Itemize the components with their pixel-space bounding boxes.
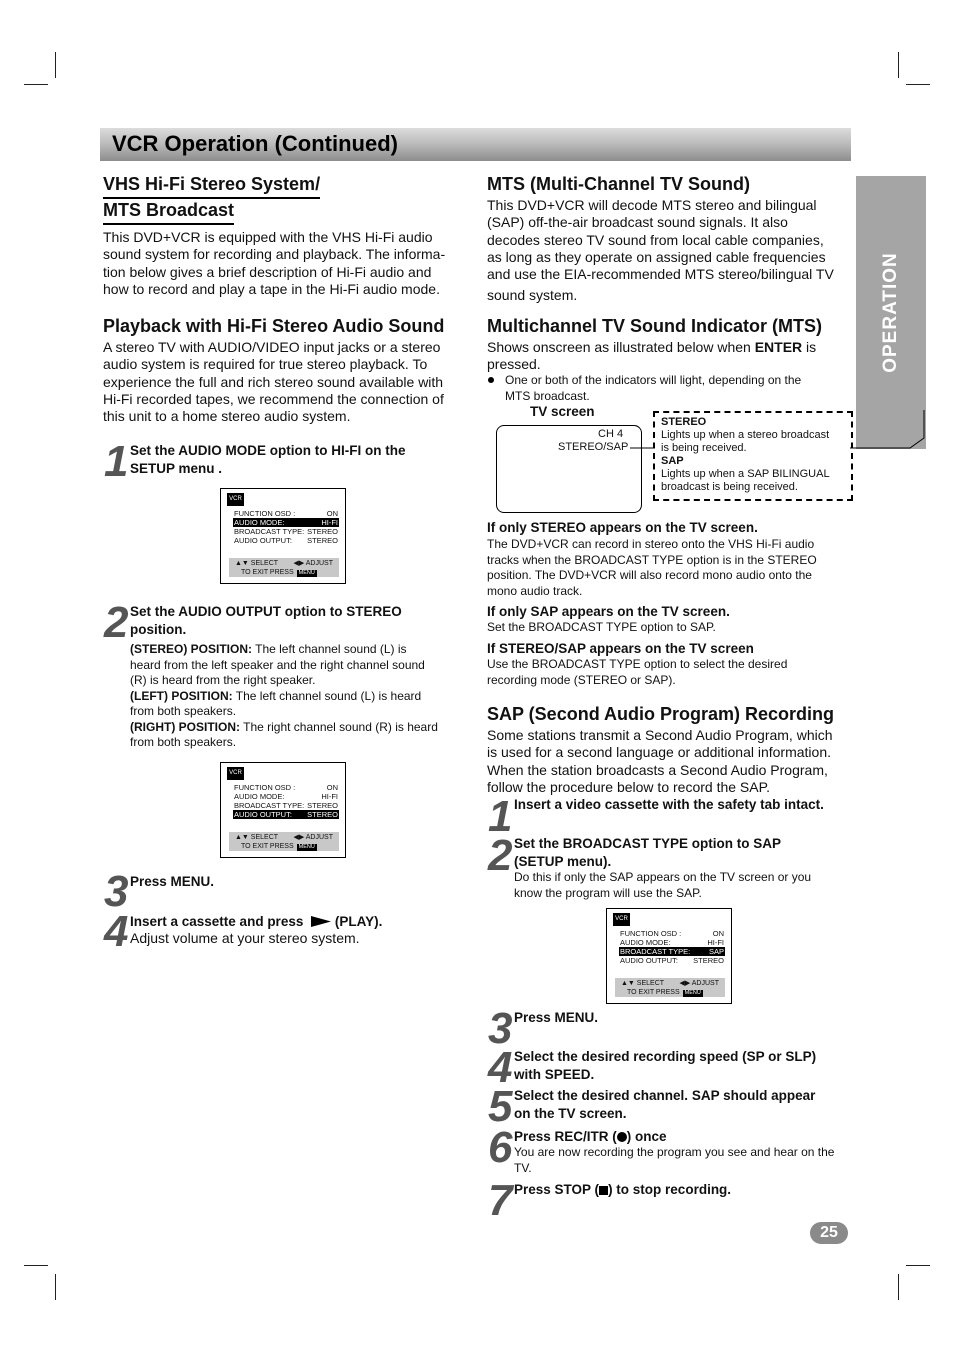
section-side-tab	[856, 176, 926, 449]
setup-menu-osd: VCR FUNCTION OSD : ON AUDIO MODE: HI-FI BROADCAST TYPE: STEREO AUDIO OUTPUT: STEREO ▲▼ SELECT ◀▶ ADJUST TO EXIT PRESS MENU	[220, 488, 346, 584]
setup-menu-osd: VCR FUNCTION OSD : ON AUDIO MODE: HI-FI BROADCAST TYPE: STEREO AUDIO OUTPUT: STEREO ▲▼ SELECT ◀▶ ADJUST TO EXIT PRESS MENU	[220, 762, 346, 858]
crop-mark	[55, 52, 56, 78]
step-subtext: You are now recording the program you see and hear on the TV.	[514, 1145, 835, 1175]
step-number: 7	[488, 1176, 513, 1225]
step-text: Select the desired channel. SAP should appear on the TV screen.	[514, 1088, 816, 1121]
hifi-intro: This DVD+VCR is equipped with the VHS Hi-Fi audio sound system for recording and playback. The informa- tion below gives a brief description of Hi-Fi audio and how to record and play a tape in the Hi-Fi audio mode.	[103, 229, 446, 297]
step-text: Set the AUDIO MODE option to HI-FI on the SETUP menu .	[130, 443, 406, 476]
page-title-bar	[100, 128, 851, 161]
step-number: 3	[488, 1004, 513, 1053]
playback-text: A stereo TV with AUDIO/VIDEO input jacks or a stereo audio system is required for true stereo playback. To experience the full and rich stereo sound available with Hi-Fi recorded tapes, we recommend the connection of this unit to a home stereo audio system.	[103, 339, 444, 425]
step-subtext: Do this if only the SAP appears on the TV screen or you know the program will use the SAP.	[514, 870, 812, 900]
bullet-item: One or both of the indicators will light, depending on the MTS broadcast.	[487, 373, 847, 404]
sap-text: Some stations transmit a Second Audio Program, which is used for a second language or additional information. When the station broadcasts a Second Audio Program, follow the procedure below to record the SAP.	[487, 727, 833, 795]
record-icon	[617, 1132, 627, 1142]
step-text: Press REC/ITR ( ) once	[514, 1129, 667, 1144]
vcr-logo-icon: VCR	[613, 913, 630, 926]
callout-text: STEREO Lights up when a stereo broadcast is being received. SAP Lights up when a SAP BILINGUAL broadcast is being received.	[661, 416, 830, 493]
step-number: 6	[488, 1123, 513, 1172]
step-number: 4	[488, 1043, 513, 1092]
indicator-text: Shows onscreen as illustrated below when ENTER is pressed.	[487, 339, 817, 373]
crop-mark	[906, 84, 930, 85]
sap-heading: SAP (Second Audio Program) Recording	[487, 704, 835, 724]
crop-mark	[24, 1265, 48, 1266]
mts-heading: MTS (Multi-Channel TV Sound)	[487, 174, 750, 194]
crop-mark	[24, 84, 48, 85]
only-stereo-heading: If only STEREO appears on the TV screen.	[487, 520, 758, 535]
only-sap-text: Set the BROADCAST TYPE option to SAP.	[487, 620, 716, 634]
vcr-logo-icon: VCR	[227, 493, 244, 506]
bullet-icon	[488, 377, 494, 383]
step-number: 5	[488, 1082, 513, 1131]
indicator-heading: Multichannel TV Sound Indicator (MTS)	[487, 316, 822, 336]
step-number: 1	[488, 792, 513, 841]
step-text: Insert a cassette and press (PLAY).	[130, 914, 383, 929]
tv-audio-mode: STEREO/SAP	[558, 441, 629, 453]
vcr-logo-icon: VCR	[227, 767, 244, 780]
step-text: Press MENU.	[514, 1010, 599, 1025]
stop-icon	[599, 1186, 608, 1195]
only-stereo-text: The DVD+VCR can record in stereo onto the VHS Hi-Fi audio tracks when the BROADCAST TYPE option is in the STEREO position. The DVD+VCR will also record mono audio onto the mono audio track.	[487, 537, 817, 598]
step-text: Set the BROADCAST TYPE option to SAP (SETUP menu).	[514, 836, 782, 869]
page-title: VCR Operation (Continued)	[112, 131, 398, 156]
step-number: 2	[104, 598, 129, 647]
only-sap-heading: If only SAP appears on the TV screen.	[487, 604, 730, 619]
section-heading-hifi: VHS Hi-Fi Stereo System/ MTS Broadcast	[103, 173, 320, 225]
setup-menu-osd: VCR FUNCTION OSD : ON AUDIO MODE: HI-FI BROADCAST TYPE: SAP AUDIO OUTPUT: STEREO ▲▼ SELECT ◀▶ ADJUST TO EXIT PRESS MENU	[606, 908, 732, 1004]
playback-heading: Playback with Hi-Fi Stereo Audio Sound	[103, 316, 445, 336]
step-subtext: Adjust volume at your stereo system.	[130, 930, 360, 946]
step-text: Select the desired recording speed (SP or SLP) with SPEED.	[514, 1049, 817, 1082]
step-text: Insert a video cassette with the safety tab intact.	[514, 797, 824, 812]
position-descriptions: (STEREO) POSITION: The left channel sound (L) is heard from the left speaker and the right channel sound (R) is heard from the right speaker. (LEFT) POSITION: The left channel sound (L) is heard from both speakers. (RIGHT) POSITION: The right channel sound (R) is heard from both speakers.	[130, 642, 438, 749]
stereo-sap-heading: If STEREO/SAP appears on the TV screen	[487, 641, 754, 656]
page-number: 25	[810, 1222, 848, 1244]
step-number: 4	[104, 907, 129, 956]
tv-screen-label: TV screen	[530, 404, 595, 419]
side-tab-label: OPERATION	[880, 252, 901, 373]
tv-channel: CH 4	[598, 428, 624, 440]
stereo-sap-text: Use the BROADCAST TYPE option to select the desired recording mode (STEREO or SAP).	[487, 657, 788, 687]
play-icon	[311, 916, 331, 927]
crop-mark	[898, 52, 899, 78]
step-text: Press STOP ( ) to stop recording.	[514, 1182, 732, 1197]
step-text: Set the AUDIO OUTPUT option to STEREO position.	[130, 604, 402, 637]
mts-text: This DVD+VCR will decode MTS stereo and bilingual (SAP) off-the-air broadcast sound signals. It also decodes stereo TV sound from local cable companies, as long as they operate on assigned cable frequencies and use the EIA-recommended MTS stereo/bilingual TV sound system.	[487, 197, 834, 304]
crop-mark	[906, 1265, 930, 1266]
step-number: 2	[488, 831, 513, 880]
step-number: 3	[104, 867, 129, 916]
step-text: Press MENU.	[130, 874, 215, 889]
crop-mark	[55, 1274, 56, 1300]
crop-mark	[898, 1274, 899, 1300]
callout-leader-line	[850, 410, 930, 450]
step-number: 1	[104, 437, 129, 486]
